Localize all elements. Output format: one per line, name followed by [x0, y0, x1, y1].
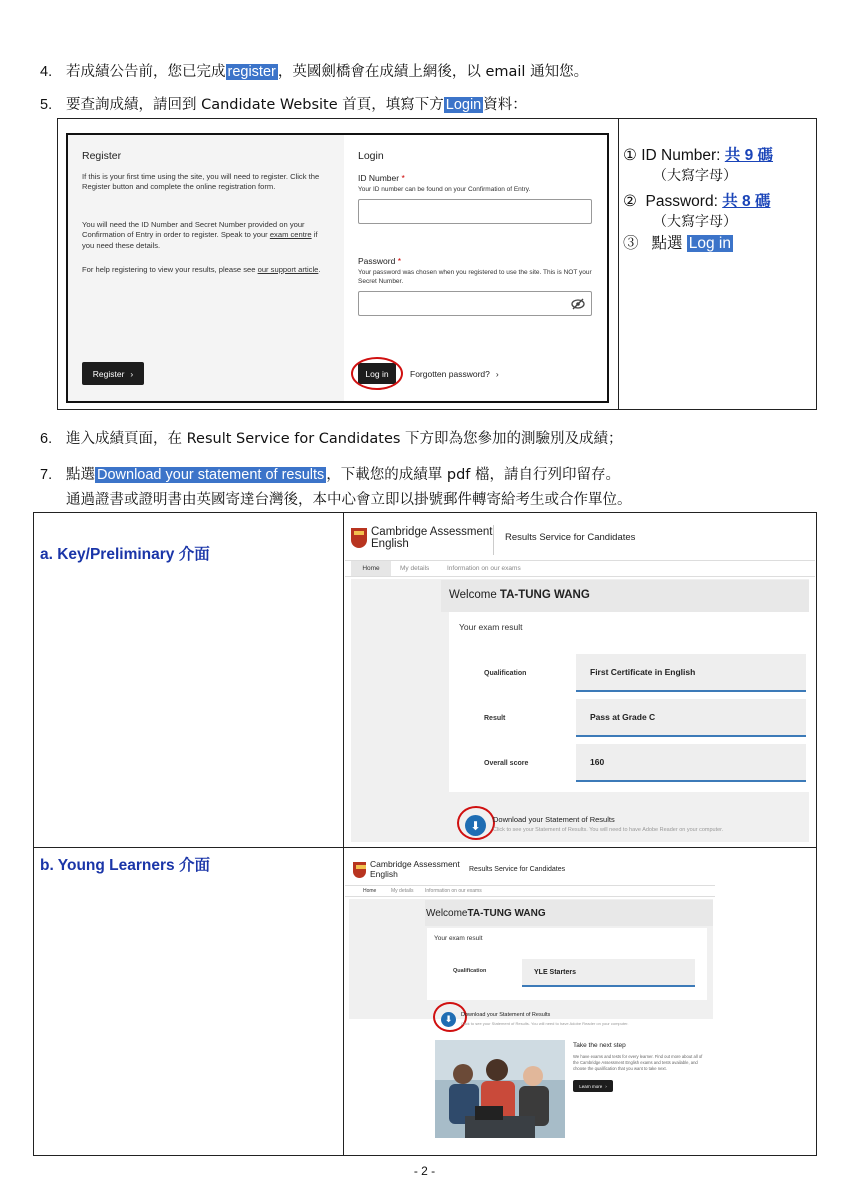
download-help: Click to see your Statement of Results. You will need to have Adobe Reader on your computer.: [461, 1021, 629, 1026]
download-icon[interactable]: ⬇: [465, 815, 486, 836]
cambridge-logo: Cambridge Assessment English: [351, 526, 492, 550]
note-id-number: ① ID Number: 共 9 碼: [623, 147, 774, 164]
register-button[interactable]: Register ›: [82, 362, 144, 385]
support-article-link[interactable]: our support article: [257, 265, 319, 274]
nav-info[interactable]: Information on our exams: [447, 565, 521, 572]
highlight-circle: [457, 806, 495, 840]
students-image: [435, 1040, 565, 1138]
highlight-circle: [351, 357, 403, 390]
id-number-input[interactable]: [358, 199, 592, 224]
step-7: 7. 點選 Download your statement of results ，下載您的成績單 pdf 檔，請自行列印留存。: [40, 467, 621, 483]
login-highlight: Login: [445, 97, 482, 113]
chevron-right-icon: ›: [130, 368, 134, 379]
eye-slash-icon[interactable]: [571, 298, 585, 310]
step-4: 4. 若成績公告前，您已完成 register ，英國劍橋會在成績上網後，以 email 通知您。: [40, 64, 589, 80]
result-card: [427, 928, 707, 1000]
row-label: Result: [484, 715, 506, 722]
next-step-title: Take the next step: [573, 1042, 626, 1049]
register-highlight: register: [227, 64, 276, 80]
table-divider: [34, 847, 816, 848]
service-title: Results Service for Candidates: [469, 866, 566, 873]
login-title: Login: [358, 150, 384, 162]
result-screenshot-b: [345, 856, 715, 1144]
register-text-3: For help registering to view your results, please see our support article.: [82, 265, 321, 274]
welcome-heading: Welcome TA-TUNG WANG: [449, 589, 590, 601]
step-6: 6. 進入成績頁面，在 Result Service for Candidates 下方即為您參加的測驗別及成績；: [40, 431, 623, 447]
cambridge-logo: Cambridge Assessment English: [353, 860, 460, 879]
exam-centre-link[interactable]: exam centre: [269, 230, 312, 240]
result-card: [449, 612, 809, 792]
nav-home[interactable]: Home: [351, 561, 391, 576]
row-label: Overall score: [484, 760, 529, 767]
section-a-label: a. Key/Preliminary 介面: [40, 546, 210, 563]
download-icon[interactable]: ⬇: [441, 1012, 456, 1027]
students-photo: [435, 1040, 565, 1138]
nav-info[interactable]: Information on our exams: [425, 888, 482, 894]
result-screenshot-a: [345, 517, 815, 842]
table-divider: [618, 119, 619, 409]
card-title: Your exam result: [459, 622, 523, 632]
crest-icon: [353, 862, 366, 878]
service-title: Results Service for Candidates: [505, 532, 636, 543]
crest-icon: [351, 528, 367, 548]
row-label: Qualification: [484, 670, 527, 677]
nav-home[interactable]: Home: [363, 888, 377, 894]
page-number: - 2 -: [413, 1164, 436, 1178]
row-value: YLE Starters: [522, 959, 695, 987]
note-login: ③ 點選 Log in: [623, 235, 731, 252]
password-help: Your password was chosen when you registered to use the site. This is NOT your Secret Number.: [358, 269, 592, 285]
row-label: Qualification: [453, 968, 487, 974]
download-highlight: Download your statement of results: [97, 467, 325, 483]
download-link[interactable]: Download your Statement of Results: [461, 1012, 551, 1018]
learn-more-button[interactable]: Learn more ›: [573, 1080, 613, 1092]
note-password: ② Password: 共 8 碼: [623, 193, 771, 210]
download-link[interactable]: Download your Statement of Results: [493, 815, 615, 824]
step-7-line2: 通過證書或證明書由英國寄達台灣後，本中心會立即以掛號郵件轉寄給考生或合作單位。: [66, 492, 632, 508]
nav-my-details[interactable]: My details: [400, 565, 430, 572]
row-value: First Certificate in English: [576, 654, 806, 692]
next-step-text: We have exams and tests for every learner. Find out more about all of the Cambridge Assessment English exams and tests available, and choose the qualification that you want to take next.: [573, 1054, 703, 1071]
register-text-1: If this is your first time using the site, you will need to register. Click the Register button and complete the online registration form.: [82, 172, 320, 192]
id-label: ID Number *: [358, 173, 405, 183]
login-screenshot: [66, 133, 609, 403]
register-title: Register: [82, 150, 122, 162]
register-text-2: You will need the ID Number and Secret Number provided on your Confirmation of Entry in order to register. Speak to your exam centre if you need these details.: [82, 220, 318, 250]
password-label: Password *: [358, 256, 402, 266]
chevron-right-icon: ›: [605, 1083, 607, 1089]
download-help: Click to see your Statement of Results. You will need to have Adobe Reader on your computer.: [493, 827, 724, 833]
card-title: Your exam result: [434, 935, 483, 942]
welcome-heading: WelcomeTA-TUNG WANG: [426, 908, 546, 919]
chevron-right-icon: ›: [495, 369, 499, 379]
row-value: 160: [576, 744, 806, 782]
login-notes: ① ID Number: 共 9 碼 （大寫字母） ② Password: 共 8 碼 （大寫字母） ③ 點選 Log in: [623, 146, 813, 254]
id-help: Your ID number can be found on your Confirmation of Entry.: [358, 186, 531, 193]
password-input[interactable]: [358, 291, 592, 316]
forgotten-password-link[interactable]: Forgotten password? ›: [410, 369, 499, 379]
row-value: Pass at Grade C: [576, 699, 806, 737]
section-b-label: b. Young Learners 介面: [40, 857, 210, 874]
table-divider: [343, 513, 344, 1155]
login-panel: [344, 135, 607, 401]
register-panel: [68, 135, 344, 401]
nav-my-details[interactable]: My details: [391, 888, 414, 894]
login-button[interactable]: Log in: [358, 363, 396, 384]
step-5: 5. 要查詢成績，請回到 Candidate Website 首頁，填寫下方 Login 資料：: [40, 97, 527, 113]
